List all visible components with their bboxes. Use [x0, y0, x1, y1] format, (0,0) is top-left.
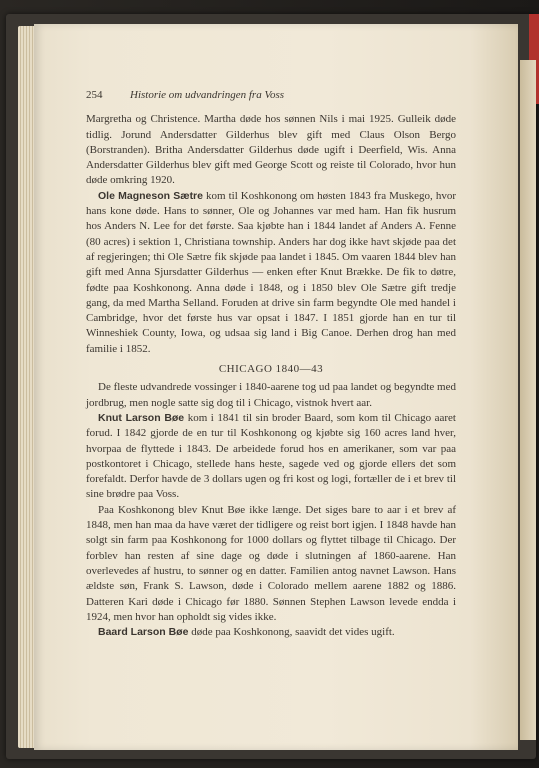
paragraph-baard-boe-text: døde paa Koshkonong, saavidt det vides ugift.	[188, 626, 395, 639]
paragraph-gilderhus-family: Margretha og Christence. Martha døde hos sønnen Nils i mai 1925. Gulleik døde tidlig. Jorund Andersdatter Gilderhus blev gift med Claus Olson Bergo (Borstranden). Britha Andersdatter Gilderhus døde ugift i Deerfield, Wis. Anna Andersdatter Gilderhus blev gift med George Scott og reiste til Colorado, hvor hun døde omkring 1920.	[86, 113, 456, 187]
paragraph-knut-boe	[86, 411, 456, 503]
facing-page-edge	[520, 60, 536, 740]
paragraph-koshkonong: Paa Koshkonong blev Knut Bøe ikke længe. Det siges bare to aar i et brev af 1848, men han maa da have været der tidligere og reist bort igjen. I 1848 havde han solgt sin farm paa Koshkonong for 1000 dollars og flyttet tilbage til Chicago. Der forblev han resten af sine dage og døde i slutningen af 1860-aarene. Han overlevedes af hustru, to sønner og en datter. Familien antog navnet Lawson. Hans ældste søn, Frank S. Lawson, døde i Colorado mellem aarene 1882 og 1886. Datteren Kari døde i Chicago før 1880. Sønnen Stephen Lawson levede endda i 1924, men hvor han opholdt sig vides ikke.	[86, 503, 456, 623]
page-content	[86, 88, 456, 640]
page-header	[86, 88, 456, 103]
paragraph-ole-saetre	[86, 189, 456, 357]
person-name-knut-boe: Knut Larson Bøe	[98, 411, 185, 424]
paragraph-baard-boe	[86, 625, 456, 640]
page-number: 254	[86, 89, 103, 101]
paragraph-ole-saetre-text: kom til Koshkonong om høsten 1843 fra Muskego, hvor hans kone døde. Hans to sønner, Ole og Johannes var med ham. Han fik husrum hos Anders N. Lee for det første. Saa kjøbte han i 1844 landet af Anders A. Fenne (80 acres) i sektion 1, Christiana township. Anders har dog ikke havt skjøde paa det af regjeringen; thi Ole Sætre fik skjøde paa landet i 1845. Om vaaren 1844 blev han gift med Anna Sjursdatter Gilderhus — enken efter Knut Brække. De fik to døtre, fødte paa Koshkonong. Anna døde i 1848, og i 1850 blev Ole Sætre gift tredje gang, da med Martha Selland. Foruden at drive sin farm begyndte Ole med handel i Cambridge, hvor det første hus var opsat i 1847. I 1851 gjorde han en tur til Winneshiek County, Iowa, og udsaa sig land i Big Canoe. Derhen drog han med familie i 1852.	[86, 189, 456, 355]
section-heading-chicago: CHICAGO 1840—43	[218, 363, 324, 376]
paragraph-chicago-intro: De fleste udvandrede vossinger i 1840-aarene tog ud paa landet og begyndte med jordbrug, men nogle satte sig dog til i Chicago, vistnok hvert aar.	[86, 381, 456, 409]
paragraph-knut-boe-text: kom i 1841 til sin broder Baard, som kom til Chicago aaret forud. I 1842 gjorde de en tur til Koshkonong og kjøbte sig 160 acres land hver, hvorpaa de flyttede i 1843. De arbeidede forud hos en amerikaner, som var paa postkontoret i Chicago, stellede hans heste, sagede ved og gjorde ellers det som forefaldt. Derfor havde de 3 dollars ugen og fri kost og logi, fortæller de i et brev til sine brødre paa Voss.	[86, 411, 456, 501]
running-title: Historie om udvandringen fra Voss	[130, 89, 284, 101]
person-name-baard-boe: Baard Larson Bøe	[98, 626, 189, 639]
person-name-ole-saetre: Ole Magneson Sætre	[98, 189, 203, 202]
